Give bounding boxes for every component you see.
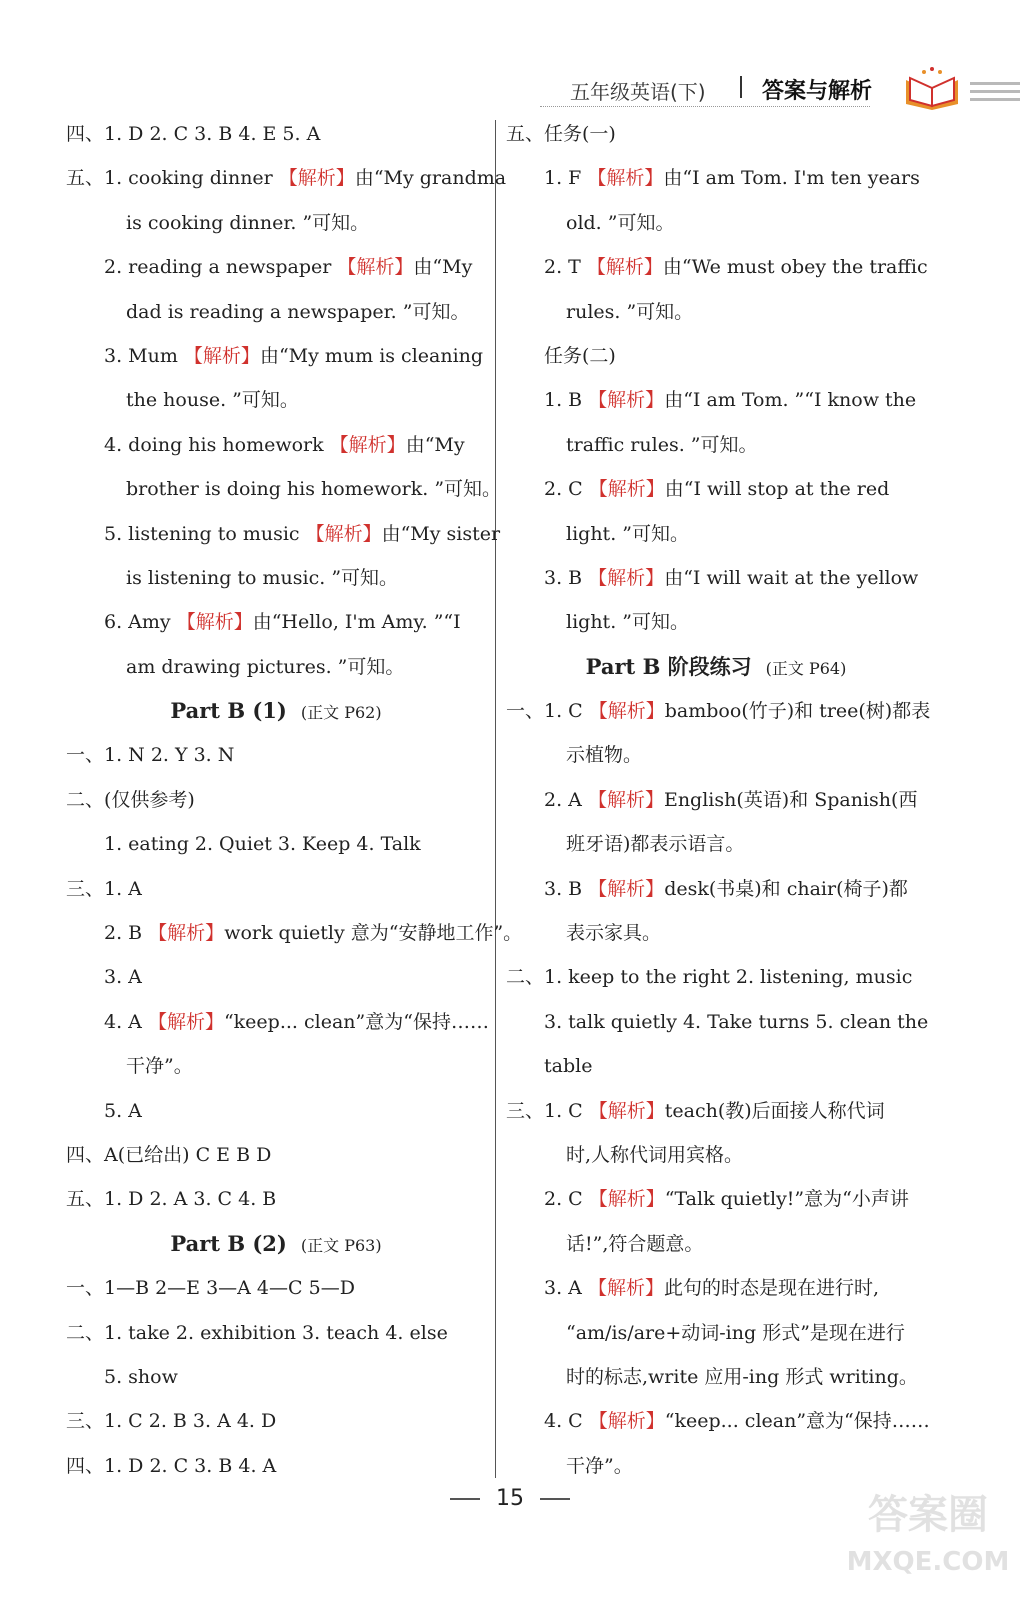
- book-title: 五年级英语(下): [570, 80, 706, 104]
- right-column: [506, 112, 931, 1488]
- answer-line: [66, 156, 507, 200]
- analysis-tag: 【解析】: [587, 788, 664, 811]
- analysis-text: 由“I will stop at the red: [664, 478, 890, 501]
- analysis-text: 由“My: [413, 256, 473, 279]
- footer-dash: [450, 1498, 480, 1500]
- analysis-tag: 【解析】: [588, 478, 665, 501]
- analysis-text: 由“My: [405, 433, 465, 456]
- analysis-tag: 【解析】: [586, 256, 663, 279]
- analysis-text: 由“I am Tom. I'm ten years: [663, 167, 920, 190]
- section-title: 答案与解析: [762, 79, 873, 104]
- analysis-text: 由“My mum is cleaning: [259, 344, 484, 367]
- section-heading: [506, 645, 926, 689]
- answer-line: [506, 867, 926, 911]
- analysis-text: desk(书桌)和 chair(椅子)都: [664, 877, 908, 900]
- line-text: is cooking dinner. ”可知。: [126, 211, 370, 234]
- line-text: 表示家具。: [566, 922, 662, 945]
- line-text: 时,人称代词用宾格。: [566, 1143, 744, 1166]
- answer-line: [66, 512, 501, 556]
- analysis-tag: 【解析】: [305, 522, 382, 545]
- line-text: is listening to music. ”可知。: [126, 566, 399, 589]
- line-text: 四、1. D 2. C 3. B 4. E 5. A: [66, 123, 321, 145]
- watermark-logo: [848, 1470, 1008, 1590]
- analysis-text: 由“We must obey the traffic: [662, 256, 928, 279]
- answer-text: 3. B: [544, 566, 589, 589]
- analysis-tag: 【解析】: [278, 167, 355, 190]
- answer-line: [66, 645, 486, 689]
- answer-line: [506, 1177, 926, 1221]
- analysis-text: “keep... clean”意为“保持……: [223, 1010, 489, 1033]
- line-text: dad is reading a newspaper. ”可知。: [126, 300, 470, 323]
- analysis-text: 由“I am Tom. ”“I know the: [664, 389, 917, 412]
- analysis-tag: 【解析】: [588, 389, 665, 412]
- line-text: 三、1. A: [66, 877, 142, 900]
- line-text: 四、A(已给出) C E B D: [66, 1143, 272, 1166]
- analysis-tag: 【解析】: [148, 922, 225, 945]
- answer-line: [66, 378, 486, 422]
- line-text: 5. show: [104, 1365, 178, 1388]
- answer-line: [506, 378, 926, 422]
- analysis-text: work quietly 意为“安静地工作”。: [224, 922, 523, 945]
- analysis-text: teach(教)后面接人称代词: [664, 1099, 885, 1122]
- line-text: the house. ”可知。: [126, 389, 299, 412]
- line-text: 干净”。: [566, 1454, 633, 1477]
- analysis-text: 由“My grandma: [354, 167, 507, 190]
- answer-line: [506, 156, 926, 200]
- answer-text: 4. C: [544, 1410, 589, 1433]
- answer-text: 2. A: [544, 788, 588, 811]
- answer-line: [506, 955, 926, 999]
- answer-line: [66, 467, 502, 511]
- analysis-tag: 【解析】: [588, 1410, 665, 1433]
- line-text: 二、1. keep to the right 2. listening, music: [506, 966, 913, 989]
- line-text: 五、1. D 2. A 3. C 4. B: [66, 1188, 277, 1211]
- column-divider: [495, 120, 496, 1478]
- line-text: 三、1. C 2. B 3. A 4. D: [66, 1410, 277, 1433]
- answer-line: [66, 201, 486, 245]
- answer-line: [506, 778, 926, 822]
- section-heading-text: Part B (2): [170, 1230, 287, 1256]
- answer-text: 1. B: [544, 389, 589, 412]
- line-text: 3. talk quietly 4. Take turns 5. clean the: [544, 1010, 929, 1033]
- line-text: 班牙语)都表示语言。: [566, 833, 745, 856]
- answer-text: 2. B: [104, 922, 149, 945]
- analysis-tag: 【解析】: [588, 1188, 665, 1211]
- answer-text: 1. F: [544, 167, 588, 190]
- line-text: 时的标志,write 应用-ing 形式 writing。: [566, 1365, 918, 1388]
- answer-line: [506, 822, 926, 866]
- answer-line: [506, 1089, 926, 1133]
- section-heading: [66, 1222, 486, 1266]
- line-text: 五、任务(一): [506, 123, 616, 145]
- answer-text: 三、1. C: [506, 1099, 589, 1122]
- answer-line: [506, 1000, 929, 1044]
- answer-text: 2. T: [544, 256, 587, 279]
- analysis-tag: 【解析】: [587, 1277, 664, 1300]
- answer-line: [66, 334, 486, 378]
- answer-text: 6. Amy: [104, 611, 177, 634]
- answer-text: 2. reading a newspaper: [104, 256, 338, 279]
- answer-line: [66, 112, 486, 156]
- analysis-tag: 【解析】: [588, 877, 665, 900]
- header-dotted-line: [540, 106, 870, 107]
- analysis-text: 由“I will wait at the yellow: [664, 566, 919, 589]
- watermark-text-en: MXQE.COM: [846, 1547, 1010, 1577]
- answer-text: 4. A: [104, 1010, 148, 1033]
- line-text: 二、1. take 2. exhibition 3. teach 4. else: [66, 1321, 448, 1344]
- line-text: 示植物。: [566, 744, 643, 767]
- answer-text: 五、1. cooking dinner: [66, 167, 279, 190]
- answer-line: [506, 245, 926, 289]
- answer-line: [66, 733, 486, 777]
- answer-line: [506, 733, 926, 777]
- answer-line: [506, 600, 926, 644]
- analysis-tag: 【解析】: [147, 1010, 224, 1033]
- line-text: brother is doing his homework. ”可知。: [126, 478, 502, 501]
- analysis-tag: 【解析】: [588, 700, 665, 723]
- answer-line: [506, 201, 926, 245]
- line-text: “am/is/are+动词-ing 形式”是现在进行: [566, 1321, 905, 1344]
- section-heading-text: Part B 阶段练习: [585, 653, 752, 679]
- section-heading-text: Part B (1): [170, 698, 287, 724]
- answer-line: [506, 1355, 926, 1399]
- book-icon: [902, 66, 962, 112]
- answer-line: [66, 1000, 489, 1044]
- footer-dash: [540, 1498, 570, 1500]
- answer-line: [66, 1444, 486, 1488]
- watermark-text-cn: 答案圈: [868, 1492, 988, 1538]
- page-reference: (正文 P62): [300, 703, 382, 723]
- answer-line: [66, 1089, 486, 1133]
- answer-line: [66, 290, 486, 334]
- header-separator: [740, 76, 742, 98]
- answer-line: [506, 1266, 926, 1310]
- section-heading: [66, 689, 486, 733]
- answer-line: [506, 689, 931, 733]
- answer-line: [66, 600, 486, 644]
- line-text: traffic rules. ”可知。: [566, 433, 758, 456]
- answer-line: [506, 334, 926, 378]
- line-text: 3. A: [104, 966, 142, 989]
- analysis-text: 此句的时态是现在进行时,: [663, 1277, 879, 1300]
- page-reference: (正文 P63): [300, 1235, 382, 1255]
- line-text: am drawing pictures. ”可知。: [126, 655, 405, 678]
- analysis-tag: 【解析】: [588, 566, 665, 589]
- analysis-tag: 【解析】: [588, 1099, 665, 1122]
- answer-line: [506, 1133, 926, 1177]
- line-text: light. ”可知。: [566, 611, 689, 634]
- line-text: 二、(仅供参考): [66, 788, 195, 811]
- line-text: old. ”可知。: [566, 211, 675, 234]
- analysis-tag: 【解析】: [176, 611, 253, 634]
- answer-line: [506, 1399, 930, 1443]
- analysis-text: bamboo(竹子)和 tree(树)都表: [664, 700, 931, 723]
- line-text: 一、1. N 2. Y 3. N: [66, 744, 235, 767]
- line-text: 一、1—B 2—E 3—A 4—C 5—D: [66, 1277, 355, 1300]
- line-text: 四、1. D 2. C 3. B 4. A: [66, 1454, 277, 1477]
- answer-line: [66, 778, 486, 822]
- answer-line: [66, 245, 486, 289]
- line-text: rules. ”可知。: [566, 300, 694, 323]
- answer-text: 一、1. C: [506, 700, 589, 723]
- answer-text: 3. Mum: [104, 344, 184, 367]
- line-text: table: [544, 1055, 593, 1078]
- answer-line: [506, 290, 926, 334]
- page-number: 15: [496, 1486, 524, 1511]
- line-text: 干净”。: [126, 1055, 193, 1078]
- answer-line: [506, 423, 926, 467]
- page-reference: (正文 P64): [765, 658, 847, 678]
- answer-line: [66, 1133, 486, 1177]
- answer-text: 4. doing his homework: [104, 433, 330, 456]
- line-text: 话!”,符合题意。: [566, 1232, 704, 1255]
- analysis-tag: 【解析】: [183, 344, 260, 367]
- answer-line: [506, 556, 926, 600]
- answer-line: [66, 1266, 486, 1310]
- left-column: [66, 112, 523, 1488]
- analysis-text: English(英语)和 Spanish(西: [663, 788, 918, 811]
- answer-line: [506, 467, 926, 511]
- answer-line: [66, 1311, 486, 1355]
- answer-line: [66, 556, 486, 600]
- answer-text: 3. A: [544, 1277, 588, 1300]
- answer-line: [506, 1311, 926, 1355]
- answer-line: [66, 1177, 486, 1221]
- answer-line: [506, 512, 926, 556]
- answer-text: 2. C: [544, 478, 589, 501]
- analysis-text: “Talk quietly!”意为“小声讲: [664, 1188, 909, 1211]
- analysis-text: “keep... clean”意为“保持……: [664, 1410, 930, 1433]
- header-decor-bars: [970, 82, 1020, 106]
- line-text: light. ”可知。: [566, 522, 689, 545]
- line-text: 1. eating 2. Quiet 3. Keep 4. Talk: [104, 833, 421, 856]
- answer-line: [506, 1222, 926, 1266]
- answer-line: [66, 955, 486, 999]
- answer-line: [66, 1355, 486, 1399]
- answer-text: 2. C: [544, 1188, 589, 1211]
- analysis-tag: 【解析】: [587, 167, 664, 190]
- answer-text: 3. B: [544, 877, 589, 900]
- answer-line: [66, 822, 486, 866]
- answer-line: [66, 1044, 486, 1088]
- answer-line: [66, 1399, 486, 1443]
- answer-line: [66, 423, 486, 467]
- analysis-text: 由“Hello, I'm Amy. ”“I: [252, 611, 461, 634]
- answer-line: [66, 911, 523, 955]
- analysis-tag: 【解析】: [329, 433, 406, 456]
- answer-line: [506, 112, 926, 156]
- answer-line: [506, 1044, 926, 1088]
- answer-line: [506, 911, 926, 955]
- page-header: [540, 68, 1020, 114]
- line-text: 5. A: [104, 1099, 142, 1122]
- answer-line: [66, 867, 486, 911]
- analysis-text: 由“My sister: [381, 522, 501, 545]
- analysis-tag: 【解析】: [337, 256, 414, 279]
- answer-text: 5. listening to music: [104, 522, 306, 545]
- line-text: 任务(二): [544, 344, 616, 367]
